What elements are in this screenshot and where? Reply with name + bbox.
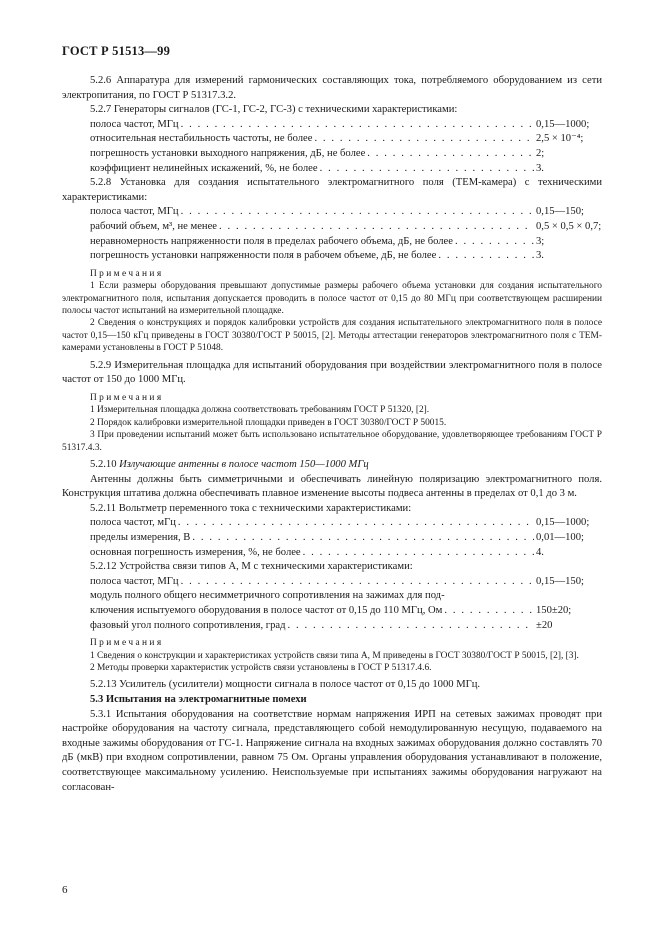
- paragraph: 5.3.1 Испытания оборудования на соответствие нормам напряжения ИРП на сетевых зажимах проводят при настройке оборудования на частоту сигнала, представляющего собой немодулированную несущую, подаваемого на входные зажимы оборудования от ГС-1. Напряжение сигнала на входных зажимах оборудования должно составлять 70 дБ (мкВ) при входном сопротивлении, равном 75 Ом. Органы управления оборудования устанавливают в положение, соответствующее максимальному усилению. Неиспользуемые при испытаниях зажимы оборудования нагружают на согласован-: [62, 708, 602, 793]
- leader-dots: [181, 205, 534, 220]
- spec-row: [90, 118, 602, 133]
- spec-label: ключения испытуемого оборудования в полосе частот от 0,15 до 110 МГц, Ом: [90, 604, 443, 616]
- paragraph-line: модуль полного общего несимметричного сопротивления на зажимах для под-: [90, 590, 445, 602]
- leader-dots: [303, 546, 534, 561]
- spec-row: [90, 205, 602, 220]
- paragraph: 5.2.9 Измерительная площадка для испытаний оборудования при воздействии электромагнитного поля в полосе частот от 150 до 1000 МГц.: [62, 359, 602, 386]
- note-item: 2 Порядок калибровки измерительной площадки приведен в ГОСТ 30380/ГОСТ Р 50015.: [90, 417, 447, 428]
- spec-label: пределы измерения, В: [90, 531, 191, 543]
- spec-label: полоса частот, МГц: [90, 206, 179, 218]
- leader-dots: [455, 235, 534, 250]
- note-item: 2 Сведения о конструкциях и порядок калибровки устройств для создания испытательного электромагнитного поля в полосе частот 0,15—150 кГц приведены в ГОСТ 30380/ГОСТ Р 50015, [2]. Методы аттестации генераторов электромагнитного поля с ТЕМ-камерами установлены в ГОСТ Р 51048.: [62, 318, 602, 354]
- spec-row: [90, 249, 602, 264]
- spec-label: погрешность установки напряженности поля в рабочем объеме, дБ, не более: [90, 250, 437, 262]
- leader-dots: [438, 249, 534, 264]
- spec-label: полоса частот, МГц: [90, 118, 179, 130]
- note-item: 2 Методы проверки характеристик устройств связи установлены в ГОСТ Р 51317.4.6.: [90, 663, 432, 673]
- spec-label: относительная нестабильность частоты, не более: [90, 133, 313, 145]
- spec-row: [90, 604, 602, 619]
- spec-label: полоса частот, МГц: [90, 575, 179, 587]
- clause-title: Излучающие антенны в полосе частот 150—1000 МГц: [119, 458, 369, 470]
- spec-value: 2;: [536, 147, 545, 159]
- spec-row: [90, 516, 602, 531]
- spec-row: [90, 162, 602, 177]
- note-item: 1 Измерительная площадка должна соответствовать требованиям ГОСТ Р 51320, [2].: [90, 405, 430, 416]
- spec-label: неравномерность напряженности поля в пределах рабочего объема, дБ, не более: [90, 235, 453, 247]
- leader-dots: [367, 147, 534, 162]
- clause-number: 5.2.10: [90, 458, 117, 470]
- spec-value: 150±20;: [536, 604, 572, 616]
- spec-label: полоса частот, мГц: [90, 517, 176, 529]
- leader-dots: [444, 604, 534, 619]
- spec-value: 3.: [536, 250, 544, 262]
- spec-row: [90, 619, 602, 634]
- document-body: [62, 74, 602, 795]
- spec-value: 3.: [536, 162, 544, 174]
- paragraph: 5.2.6 Аппаратура для измерений гармонических составляющих тока, потребляемого оборудованием из сети электропитания, по ГОСТ Р 51317.3.2.: [62, 75, 602, 101]
- notes-heading: Примечания: [90, 392, 164, 403]
- spec-value: 3;: [536, 235, 545, 247]
- leader-dots: [192, 531, 534, 546]
- leader-dots: [178, 516, 534, 531]
- spec-value: 4.: [536, 546, 544, 558]
- note-item: 1 Если размеры оборудования превышают допустимые размеры рабочего объема установки для создания испытательного электромагнитного поля, испытания допускается проводить в полосе частот от 0,15 до 80 МГц при соответствующем расширении полосы частот испытаний на измерительной площадке.: [62, 281, 602, 317]
- paragraph-italic: [62, 458, 602, 473]
- leader-dots: [314, 132, 534, 147]
- paragraph: 5.2.12 Устройства связи типов А, М с техническими характеристиками:: [90, 561, 413, 573]
- leader-dots: [219, 220, 534, 235]
- notes-heading: Примечания: [90, 638, 164, 649]
- spec-row: [90, 575, 602, 590]
- spec-value: 0,15—150;: [536, 206, 584, 218]
- section-heading: 5.3 Испытания на электромагнитные помехи: [90, 694, 307, 705]
- spec-value: 0,5 × 0,5 × 0,7;: [536, 220, 602, 232]
- paragraph: 5.2.11 Вольтметр переменного тока с техническими характеристиками:: [90, 502, 412, 514]
- spec-value: 0,15—150;: [536, 575, 584, 587]
- spec-label: основная погрешность измерения, %, не более: [90, 546, 301, 558]
- spec-value: 0,15—1000;: [536, 118, 590, 130]
- spec-row: [90, 235, 602, 250]
- note-item: 1 Сведения о конструкции и характеристиках устройств связи типа А, М приведены в ГОСТ 30380/ГОСТ Р 50015, [2], [3].: [90, 650, 579, 661]
- leader-dots: [320, 162, 534, 177]
- spec-label: погрешность установки выходного напряжения, дБ, не более: [90, 147, 366, 159]
- spec-row: [90, 132, 602, 147]
- notes-heading: Примечания: [90, 268, 164, 279]
- leader-dots: [181, 575, 534, 590]
- spec-label: коэффициент нелинейных искажений, %, не более: [90, 162, 318, 174]
- paragraph: 5.2.7 Генераторы сигналов (ГС-1, ГС-2, ГС-3) с техническими характеристиками:: [90, 104, 458, 116]
- spec-row: [90, 147, 602, 162]
- leader-dots: [288, 619, 534, 634]
- paragraph: 5.2.8 Установка для создания испытательного электромагнитного поля (ТЕМ-камера) с техническими характеристиками:: [62, 177, 602, 203]
- page-number: 6: [62, 884, 68, 896]
- spec-label: рабочий объем, м³, не менее: [90, 220, 218, 232]
- spec-row: [90, 546, 602, 561]
- spec-label: фазовый угол полного сопротивления, град: [90, 619, 286, 631]
- spec-value: 0,15—1000;: [536, 517, 590, 529]
- leader-dots: [181, 118, 534, 133]
- paragraph: 5.2.13 Усилитель (усилители) мощности сигнала в полосе частот от 0,15 до 1000 МГц.: [90, 679, 481, 691]
- spec-value: 2,5 × 10⁻⁴;: [536, 133, 584, 145]
- paragraph: Антенны должны быть симметричными и обеспечивать линейную поляризацию электромагнитного поля. Конструкция штатива должна обеспечивать плавное изменение высоты подвеса антенны в пределах от 0,1 до 3 м.: [62, 473, 602, 500]
- spec-value: 0,01—100;: [536, 531, 584, 543]
- spec-row: [90, 220, 602, 235]
- spec-value: ±20: [536, 619, 553, 631]
- spec-row: [90, 531, 602, 546]
- note-item: 3 При проведении испытаний может быть использовано испытательное оборудование, удовлетворяющее требованиям ГОСТ Р 51317.4.3.: [62, 430, 602, 453]
- document-header: ГОСТ Р 51513—99: [62, 44, 171, 58]
